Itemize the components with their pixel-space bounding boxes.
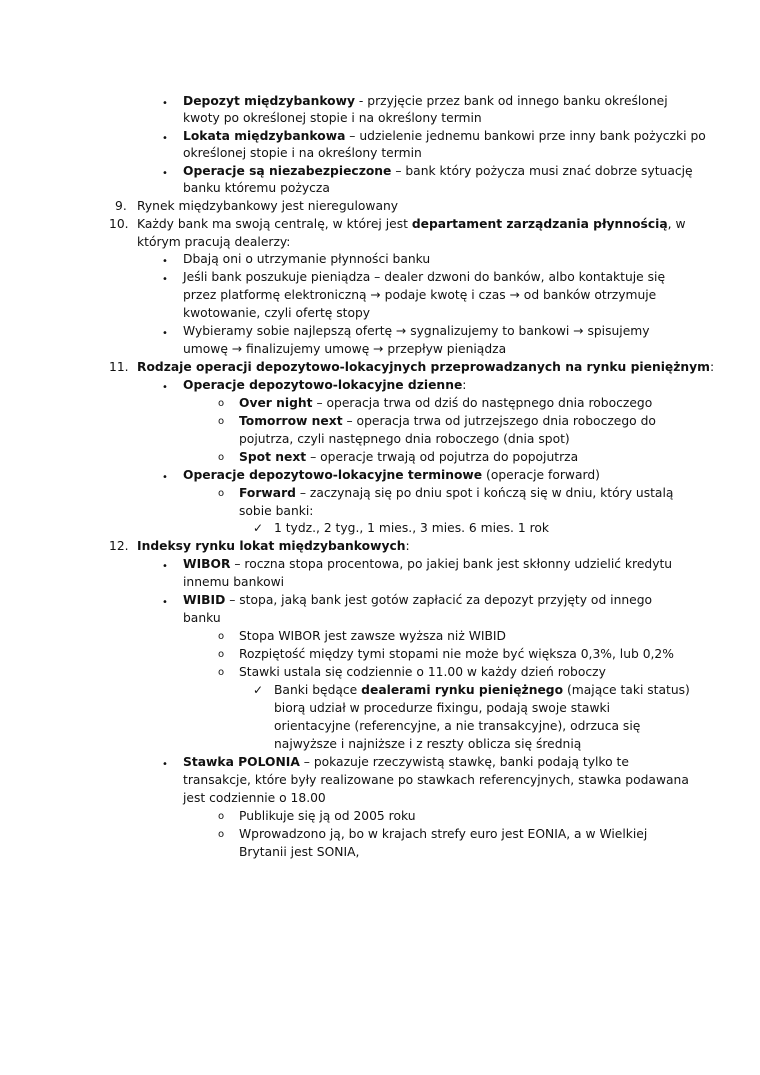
- text-line: Operacje depozytowo-lokacyjne dzienne:: [183, 378, 467, 392]
- circle-bullet-icon: o: [218, 416, 225, 427]
- bullet-icon: •: [162, 472, 168, 483]
- bullet-icon: •: [162, 561, 168, 572]
- text-line: biorą udział w procedurze fixingu, podają swoje stawki: [274, 701, 611, 715]
- text-line: Banki będące dealerami rynku pieniężnego (mające taki status): [274, 683, 690, 697]
- bullet-icon: •: [162, 382, 168, 393]
- text-line: Każdy bank ma swoją centralę, w której jest departament zarządzania płynnością, w: [137, 217, 686, 231]
- bullet-icon: •: [162, 256, 168, 267]
- text-line: umowę → finalizujemy umowę → przepływ pieniądza: [183, 342, 507, 356]
- text-line: Publikuje się ją od 2005 roku: [239, 809, 416, 823]
- bullet-icon: •: [162, 328, 168, 339]
- bullet-icon: •: [162, 597, 168, 608]
- circle-bullet-icon: o: [218, 829, 225, 840]
- text-line: Operacje depozytowo-lokacyjne terminowe (operacje forward): [183, 468, 600, 482]
- list-number: 10.: [109, 217, 129, 231]
- text-line: Lokata międzybankowa – udzielenie jednemu bankowi prze inny bank pożyczki po: [183, 129, 706, 143]
- text-line: Wybieramy sobie najlepszą ofertę → sygnalizujemy to bankowi → spisujemy: [183, 324, 650, 338]
- text-line: Stopa WIBOR jest zawsze wyższa niż WIBID: [239, 629, 507, 643]
- text-line: Operacje są niezabezpieczone – bank który pożycza musi znać dobrze sytuację: [183, 164, 693, 178]
- text-line: Forward – zaczynają się po dniu spot i kończą się w dniu, który ustalą: [239, 486, 674, 500]
- text-line: Spot next – operacje trwają od pojutrza do popojutrza: [239, 450, 579, 464]
- bullet-icon: •: [162, 274, 168, 285]
- bullet-icon: •: [162, 98, 168, 109]
- bullet-icon: •: [162, 759, 168, 770]
- text-line: jest codziennie o 18.00: [183, 791, 326, 805]
- text-line: Over night – operacja trwa od dziś do następnego dnia roboczego: [239, 396, 653, 410]
- circle-bullet-icon: o: [218, 398, 225, 409]
- text-line: kwotowanie, czyli ofertę stopy: [183, 306, 371, 320]
- text-line: Wprowadzono ją, bo w krajach strefy euro jest EONIA, a w Wielkiej: [239, 827, 648, 841]
- circle-bullet-icon: o: [218, 667, 225, 678]
- circle-bullet-icon: o: [218, 631, 225, 642]
- text-line: banku: [183, 611, 221, 625]
- text-line: banku któremu pożycza: [183, 181, 330, 195]
- text-line: Jeśli bank poszukuje pieniądza – dealer dzwoni do banków, albo kontaktuje się: [183, 270, 666, 284]
- text-line: Rodzaje operacji depozytowo-lokacyjnych przeprowadzanych na rynku pieniężnym:: [137, 360, 715, 374]
- check-icon: ✓: [253, 683, 264, 697]
- text-line: WIBID – stopa, jaką bank jest gotów zapłacić za depozyt przyjęty od innego: [183, 593, 653, 607]
- text-line: Depozyt międzybankowy - przyjęcie przez bank od innego banku określonej: [183, 94, 668, 108]
- text-line: określonej stopie i na określony termin: [183, 146, 422, 160]
- text-line: Stawka POLONIA – pokazuje rzeczywistą stawkę, banki podają tylko te: [183, 755, 629, 769]
- text-line: Dbają oni o utrzymanie płynności banku: [183, 252, 431, 266]
- bullet-icon: •: [162, 133, 168, 144]
- circle-bullet-icon: o: [218, 649, 225, 660]
- text-line: Tomorrow next – operacja trwa od jutrzejszego dnia roboczego do: [239, 414, 656, 428]
- text-line: którym pracują dealerzy:: [137, 235, 291, 249]
- text-line: najwyższe i najniższe i z reszty oblicza się średnią: [274, 737, 582, 751]
- text-line: sobie banki:: [239, 504, 314, 518]
- circle-bullet-icon: o: [218, 811, 225, 822]
- circle-bullet-icon: o: [218, 488, 225, 499]
- bullet-icon: •: [162, 168, 168, 179]
- text-line: Indeksy rynku lokat międzybankowych:: [137, 539, 410, 553]
- text-line: Brytanii jest SONIA,: [239, 845, 360, 859]
- text-line: pojutrza, czyli następnego dnia roboczego (dnia spot): [239, 432, 570, 446]
- text-line: orientacyjne (referencyjne, a nie transakcyjne), odrzuca się: [274, 719, 641, 733]
- check-icon: ✓: [253, 521, 264, 535]
- list-number: 11.: [109, 360, 129, 374]
- circle-bullet-icon: o: [218, 452, 225, 463]
- text-line: WIBOR – roczna stopa procentowa, po jakiej bank jest skłonny udzielić kredytu: [183, 557, 673, 571]
- text-line: przez platformę elektroniczną → podaje kwotę i czas → od banków otrzymuje: [183, 288, 657, 302]
- text-line: transakcje, które były realizowane po stawkach referencyjnych, stawka podawana: [183, 773, 689, 787]
- text-line: 1 tydz., 2 tyg., 1 mies., 3 mies. 6 mies. 1 rok: [274, 521, 550, 535]
- text-line: Rozpiętość między tymi stopami nie może być większa 0,3%, lub 0,2%: [239, 647, 674, 661]
- text-line: Rynek międzybankowy jest nieregulowany: [137, 199, 399, 213]
- text-line: kwoty po określonej stopie i na określony termin: [183, 111, 482, 125]
- list-number: 12.: [109, 539, 129, 553]
- text-line: innemu bankowi: [183, 575, 285, 589]
- text-line: Stawki ustala się codziennie o 11.00 w każdy dzień roboczy: [239, 665, 606, 679]
- list-number: 9.: [115, 199, 127, 213]
